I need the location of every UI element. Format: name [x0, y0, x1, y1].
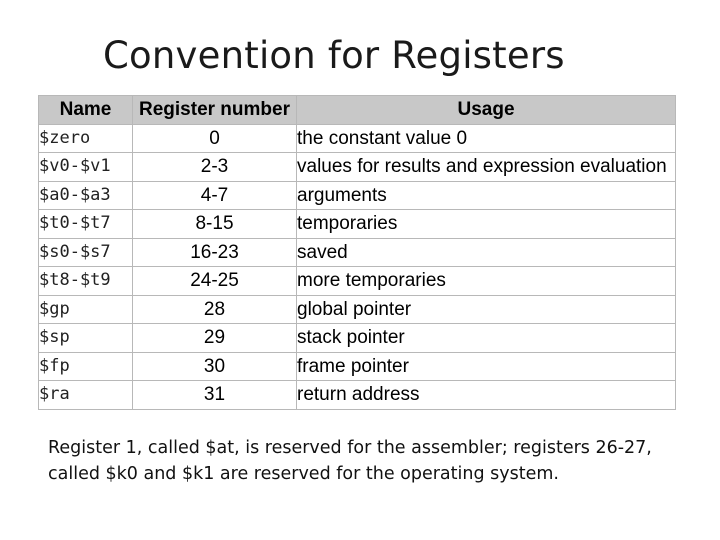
- register-name: $gp: [39, 295, 133, 324]
- register-name: $s0-$s7: [39, 238, 133, 267]
- header-name: Name: [39, 96, 133, 125]
- register-name: $t8-$t9: [39, 267, 133, 296]
- table-row: [39, 267, 676, 296]
- register-name: $a0-$a3: [39, 181, 133, 210]
- register-name: $sp: [39, 324, 133, 353]
- register-number: 30: [133, 352, 297, 381]
- register-number: 4-7: [133, 181, 297, 210]
- table-row: [39, 153, 676, 182]
- register-usage: more temporaries: [297, 267, 676, 296]
- register-number: 29: [133, 324, 297, 353]
- register-usage: temporaries: [297, 210, 676, 239]
- table-row: [39, 124, 676, 153]
- register-usage: saved: [297, 238, 676, 267]
- register-usage: arguments: [297, 181, 676, 210]
- header-usage: Usage: [297, 96, 676, 125]
- table-row: [39, 295, 676, 324]
- table-row: [39, 210, 676, 239]
- register-number: 8-15: [133, 210, 297, 239]
- register-name: $t0-$t7: [39, 210, 133, 239]
- register-name: $ra: [39, 381, 133, 410]
- register-usage: the constant value 0: [297, 124, 676, 153]
- footnote-text: Register 1, called $at, is reserved for the assembler; registers 26-27, called $k0 and $k1 are reserved for the operating system.: [48, 438, 652, 484]
- register-number: 31: [133, 381, 297, 410]
- register-number: 28: [133, 295, 297, 324]
- register-number: 2-3: [133, 153, 297, 182]
- register-table: [38, 95, 676, 410]
- register-usage: frame pointer: [297, 352, 676, 381]
- table-header-row: [39, 96, 676, 125]
- header-register-number: Register number: [133, 96, 297, 125]
- register-name: $zero: [39, 124, 133, 153]
- table-row: [39, 381, 676, 410]
- register-usage: values for results and expression evaluation: [297, 153, 676, 182]
- register-name: $v0-$v1: [39, 153, 133, 182]
- register-number: 0: [133, 124, 297, 153]
- register-name: $fp: [39, 352, 133, 381]
- table-row: [39, 324, 676, 353]
- register-usage: stack pointer: [297, 324, 676, 353]
- register-usage: return address: [297, 381, 676, 410]
- table-row: [39, 352, 676, 381]
- slide-title: Convention for Registers: [103, 34, 565, 77]
- table-row: [39, 181, 676, 210]
- register-number: 24-25: [133, 267, 297, 296]
- register-usage: global pointer: [297, 295, 676, 324]
- table-row: [39, 238, 676, 267]
- register-number: 16-23: [133, 238, 297, 267]
